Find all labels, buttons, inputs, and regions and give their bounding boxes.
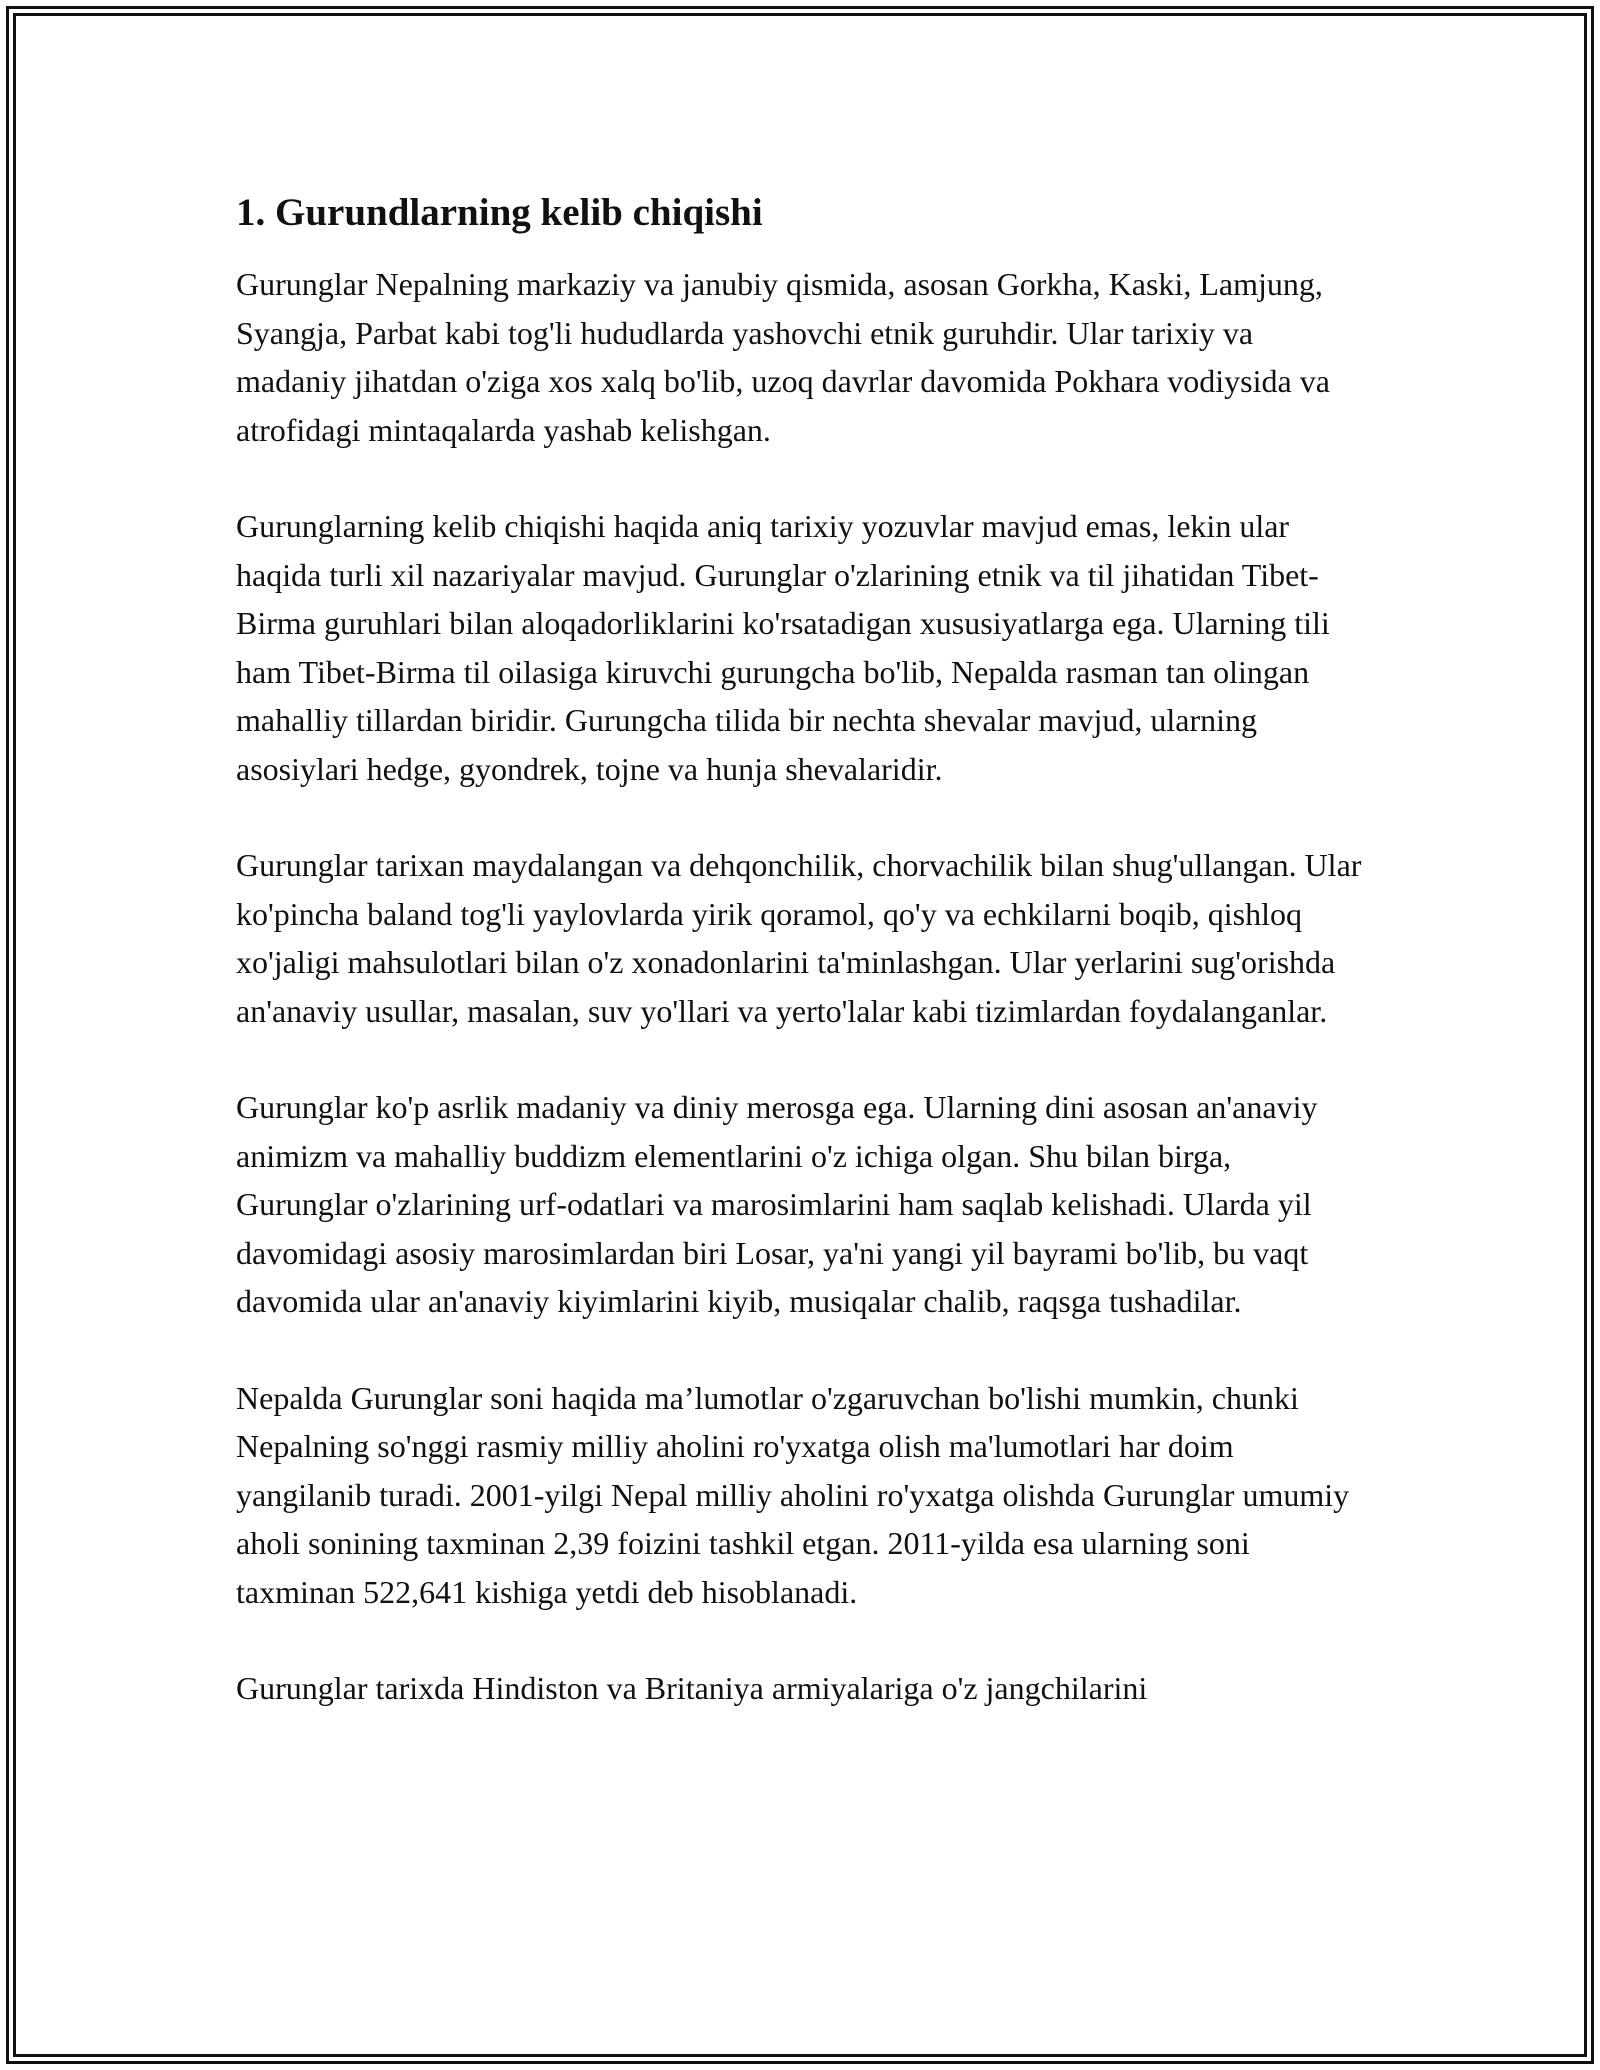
paragraph-population: Nepalda Gurunglar soni haqida ma’lumotlar o'zgaruvchan bo'lishi mumkin, chunki Nepalning so'nggi rasmiy milliy aholini ro'yxatga olish ma'lumotlari har doim yangilanib turadi. 2001-yilgi Nepal milliy aholini ro'yxatga olishda Gurunglar umumiy aholi sonining taxminan 2,39 foizini tashkil etgan. 2011-yilda esa ularning soni taxminan 522,641 kishiga yetdi deb hisoblanadi. xyxy=(236,1379,1350,1610)
paragraph-origin-theories: Gurunglarning kelib chiqishi haqida aniq tarixiy yozuvlar mavjud emas, lekin ular haqida turli xil nazariyalar mavjud. Gurunglar o'zlarining etnik va til jihatidan Tibet-Birma guruhlari bilan aloqadorliklarini ko'rsatadigan xususiyatlarga ega. Ularning tili ham Tibet-Birma til oilasiga kiruvchi gurungcha bo'lib, Nepalda rasman tan olingan mahalliy tillardan biridir. Gurungcha tilida bir nechta shevalar mavjud, ularning asosiylari hedge, gyondrek, tojne va hunja shevalaridir. xyxy=(236,508,1330,787)
paragraph-origin-region: Gurunglar Nepalning markaziy va janubiy qismida, asosan Gorkha, Kaski, Lamjung, Syangja, Parbat kabi tog'li hududlarda yashovchi etnik guruhdir. Ular tarixiy va madaniy jihatdan o'ziga xos xalq bo'lib, uzoq davrlar davomida Pokhara vodiysida va atrofidagi mintaqalarda yashab kelishgan. xyxy=(236,266,1330,448)
paragraph-military: Gurunglar tarixda Hindiston va Britaniya armiyalariga o'z jangchilarini xyxy=(236,1670,1148,1706)
paragraph-livelihood: Gurunglar tarixan maydalangan va dehqonchilik, chorvachilik bilan shug'ullangan. Ular ko'pincha baland tog'li yaylovlarda yirik qoramol, qo'y va echkilarni boqib, qishloq xo'jaligi mahsulotlari bilan o'z xonadonlarini ta'minlashgan. Ular yerlarini sug'orishda an'anaviy usullar, masalan, suv yo'llari va yerto'lalar kabi tizimlardan foydalanganlar. xyxy=(236,847,1362,1029)
document-body xyxy=(236,188,1366,1761)
paragraph-culture-religion: Gurunglar ko'p asrlik madaniy va diniy merosga ega. Ularning dini asosan an'anaviy animizm va mahalliy buddizm elementlarini o'z ichiga olgan. Shu bilan birga, Gurunglar o'zlarining urf-odatlari va marosimlarini ham saqlab kelishadi. Ularda yil davomidagi asosiy marosimlardan biri Losar, ya'ni yangi yil bayrami bo'lib, bu vaqt davomida ular an'anaviy kiyimlarini kiyib, musiqalar chalib, raqsga tushadilar. xyxy=(236,1089,1318,1319)
section-heading: 1. Gurundlarning kelib chiqishi xyxy=(236,191,763,234)
